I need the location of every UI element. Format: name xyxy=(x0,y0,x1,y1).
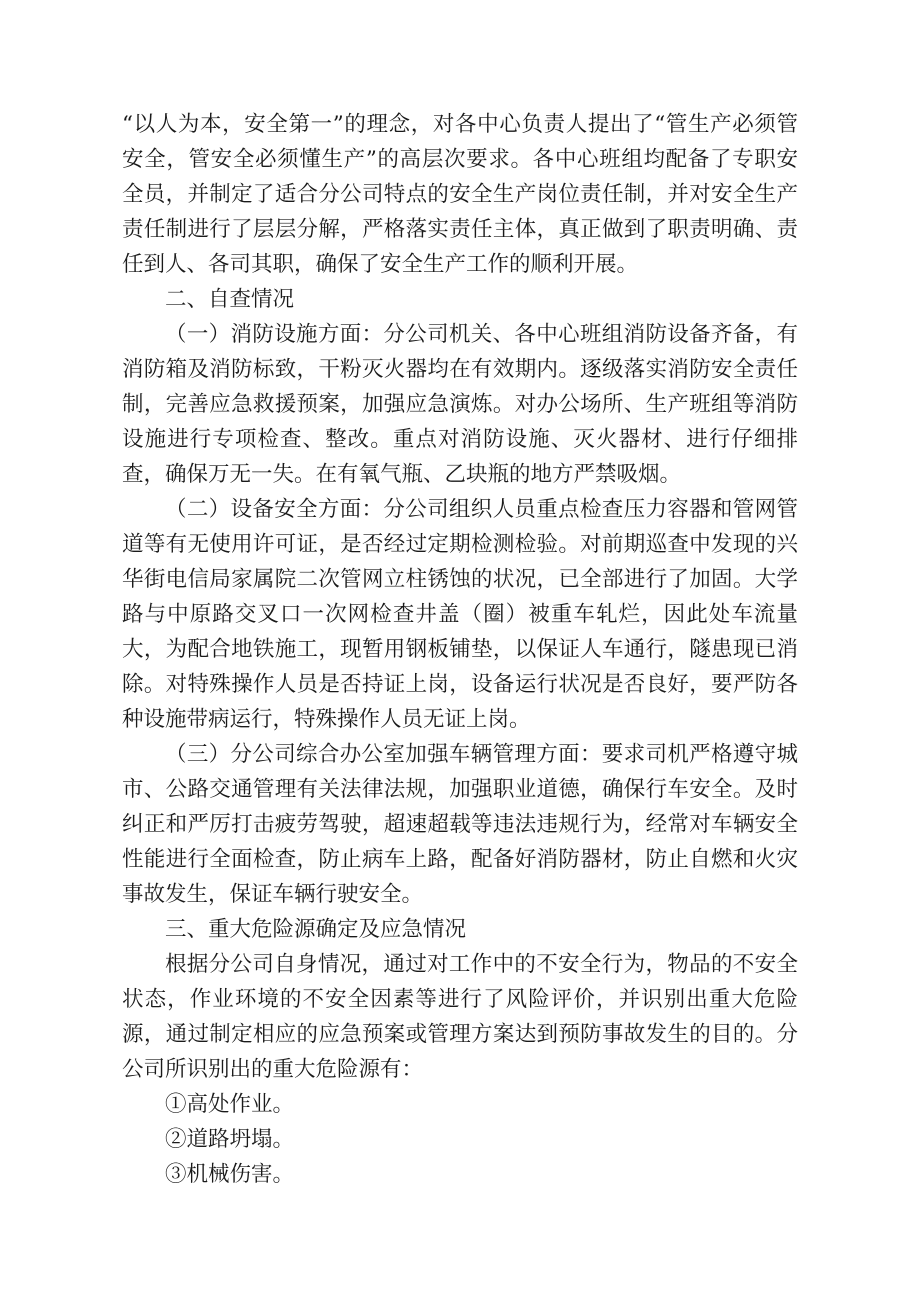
section-heading-self-inspection: 二、自查情况 xyxy=(165,287,295,312)
list-item-hazard-3: ③机械伤害。 xyxy=(165,1162,295,1187)
paragraph-equipment-safety: （二）设备安全方面：分公司组织人员重点检查压力容器和管网管道等有无使用许可证，是否经过定期检测检验。对前期巡查中发现的兴华街电信局家属院二次管网立柱锈蚀的状况，已全部进行了加固。大学路与中原路交叉口一次网检查井盖（圈）被重车轧烂，因此处车流量大，为配合地铁施工，现暂用钢板铺垫，以保证人车通行，隧患现已消除。对特殊操作人员是否持证上岗，设备运行状况是否良好，要严防各种设施带病运行，特殊操作人员无证上岗。 xyxy=(122,497,798,732)
paragraph-fire-facilities: （一）消防设施方面：分公司机关、各中心班组消防设备齐备，有消防箱及消防标致，干粉灭火器均在有效期内。逐级落实消防安全责任制，完善应急救援预案，加强应急演炼。对办公场所、生产班组等消防设施进行专项检查、整改。重点对消防设施、灭火器材、进行仔细排查，确保万无一失。在有氧气瓶、乙块瓶的地方严禁吸烟。 xyxy=(122,322,798,487)
list-item-hazard-2: ②道路坍塌。 xyxy=(165,1127,295,1152)
paragraph-responsibility: “以人为本，安全第一”的理念，对各中心负责人提出了“管生产必须管安全，管安全必须懂生产”的高层次要求。各中心班组均配备了专职安全员，并制定了适合分公司特点的安全生产岗位责任制，并对安全生产责任制进行了层层分解，严格落实责任主体，真正做到了职责明确、责任到人、各司其职，确保了安全生产工作的顺利开展。 xyxy=(122,112,798,277)
paragraph-hazard-identification: 根据分公司自身情况，通过对工作中的不安全行为，物品的不安全状态，作业环境的不安全因素等进行了风险评价，并识别出重大危险源，通过制定相应的应急预案或管理方案达到预防事故发生的目的。分公司所识别出的重大危险源有： xyxy=(122,952,798,1082)
paragraph-vehicle-management: （三）分公司综合办公室加强车辆管理方面：要求司机严格遵守城市、公路交通管理有关法律法规，加强职业道德，确保行车安全。及时纠正和严厉打击疲劳驾驶，超速超载等违法违规行为，经常对车辆安全性能进行全面检查，防止病车上路，配备好消防器材，防止自燃和火灾事故发生，保证车辆行驶安全。 xyxy=(122,742,798,907)
document-body xyxy=(122,107,798,1192)
list-item-hazard-1: ①高处作业。 xyxy=(165,1092,295,1117)
section-heading-major-hazards: 三、重大危险源确定及应急情况 xyxy=(165,917,467,942)
